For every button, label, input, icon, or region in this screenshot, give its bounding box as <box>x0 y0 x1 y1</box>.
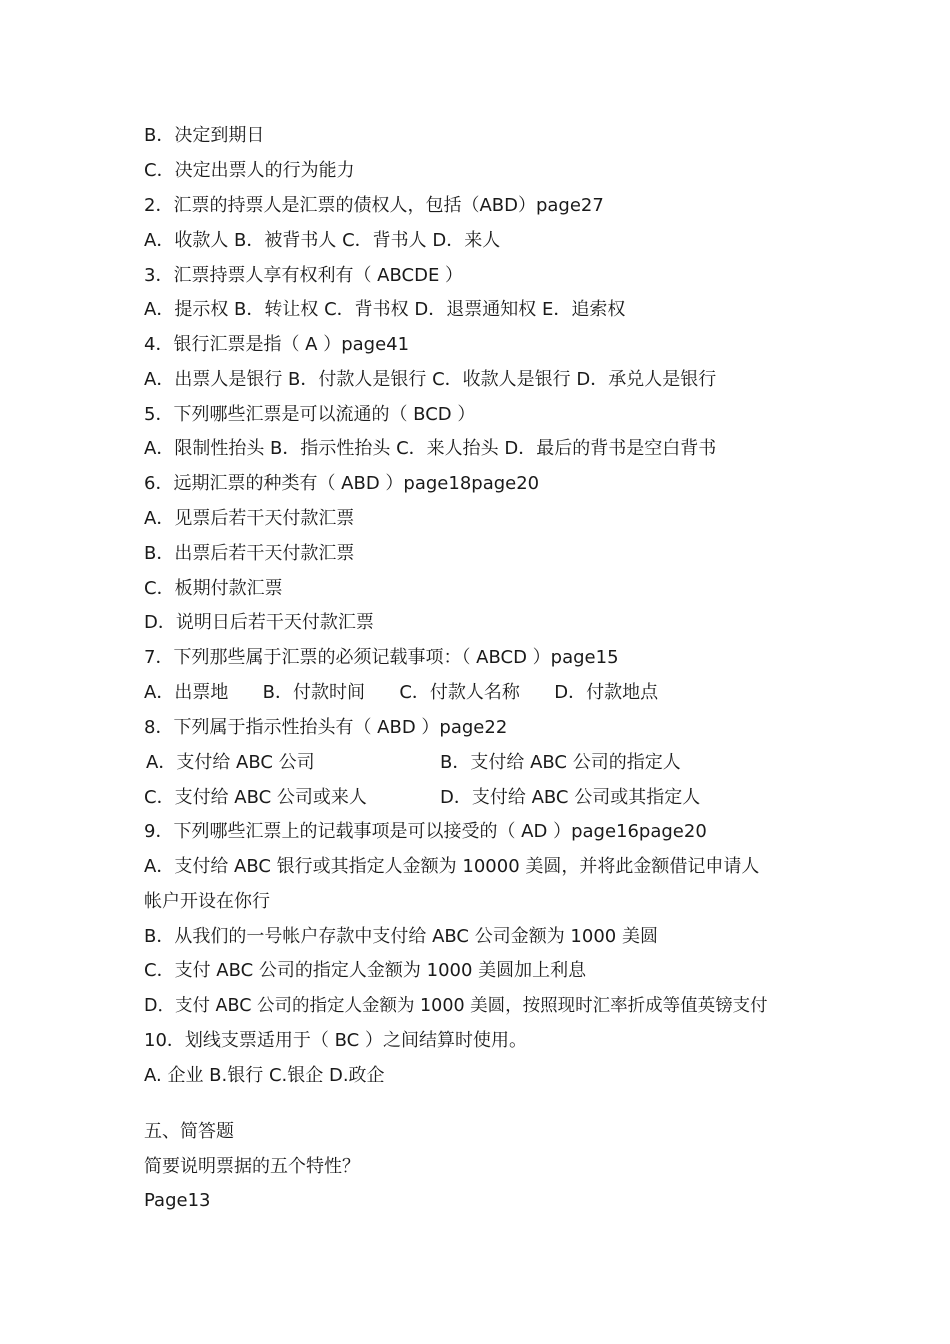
text-line: C．决定出票人的行为能力 <box>144 160 355 181</box>
text-line: A. 企业 B.银行 C.银企 D.政企 <box>144 1065 385 1086</box>
text-line: A．出票地 B．付款时间 C．付款人名称 D．付款地点 <box>144 682 659 703</box>
question-7: 7．下列那些属于汇票的必须记载事项：（ ABCD ）page15 <box>144 647 619 668</box>
text-line: B．决定到期日 <box>144 125 265 146</box>
question-6: 6．远期汇票的种类有（ ABD ）page18page20 <box>144 473 540 494</box>
text-line: 帐户开设在你行 <box>144 891 270 912</box>
question-5: 5．下列哪些汇票是可以流通的（ BCD ） <box>144 404 476 425</box>
question-10: 10．划线支票适用于（ BC ）之间结算时使用。 <box>144 1030 527 1051</box>
q8-option-c: C．支付给 ABC 公司或来人 <box>144 787 367 808</box>
section-heading: 五、简答题 <box>144 1121 234 1142</box>
question-8: 8．下列属于指示性抬头有（ ABD ）page22 <box>144 717 508 738</box>
text-line: C．板期付款汇票 <box>144 578 283 599</box>
text-line: C．支付 ABC 公司的指定人金额为 1000 美圆加上利息 <box>144 960 587 981</box>
text-line: A．见票后若干天付款汇票 <box>144 508 355 529</box>
text-line: D．支付 ABC 公司的指定人金额为 1000 美圆，按照现时汇率折成等值英镑支付 <box>144 996 768 1016</box>
q8-option-b: B．支付给 ABC 公司的指定人 <box>440 752 681 773</box>
question-3: 3．汇票持票人享有权利有（ ABCDE ） <box>144 265 464 286</box>
text-line: A．出票人是银行 B．付款人是银行 C．收款人是银行 D．承兑人是银行 <box>144 369 717 390</box>
q8-option-d: D．支付给 ABC 公司或其指定人 <box>440 787 701 808</box>
page-reference: Page13 <box>144 1190 211 1211</box>
text-line: A．提示权 B．转让权 C．背书权 D．退票通知权 E．追索权 <box>144 299 626 320</box>
q8-option-a: A．支付给 ABC 公司 <box>146 752 315 773</box>
text-line: B．从我们的一号帐户存款中支付给 ABC 公司金额为 1000 美圆 <box>144 926 658 947</box>
text-line: D．说明日后若干天付款汇票 <box>144 612 374 633</box>
text-line: A．支付给 ABC 银行或其指定人金额为 10000 美圆，并将此金额借记申请人 <box>144 856 760 877</box>
text-line: A．收款人 B．被背书人 C．背书人 D．来人 <box>144 230 501 251</box>
text-line: B．出票后若干天付款汇票 <box>144 543 355 564</box>
text-line: A．限制性抬头 B．指示性抬头 C．来人抬头 D．最后的背书是空白背书 <box>144 438 717 459</box>
question-2: 2．汇票的持票人是汇票的债权人，包括（ABD）page27 <box>144 195 604 216</box>
short-answer-question: 简要说明票据的五个特性？ <box>144 1156 360 1177</box>
question-9: 9．下列哪些汇票上的记载事项是可以接受的（ AD ）page16page20 <box>144 821 707 842</box>
question-4: 4．银行汇票是指（ A ）page41 <box>144 334 410 355</box>
